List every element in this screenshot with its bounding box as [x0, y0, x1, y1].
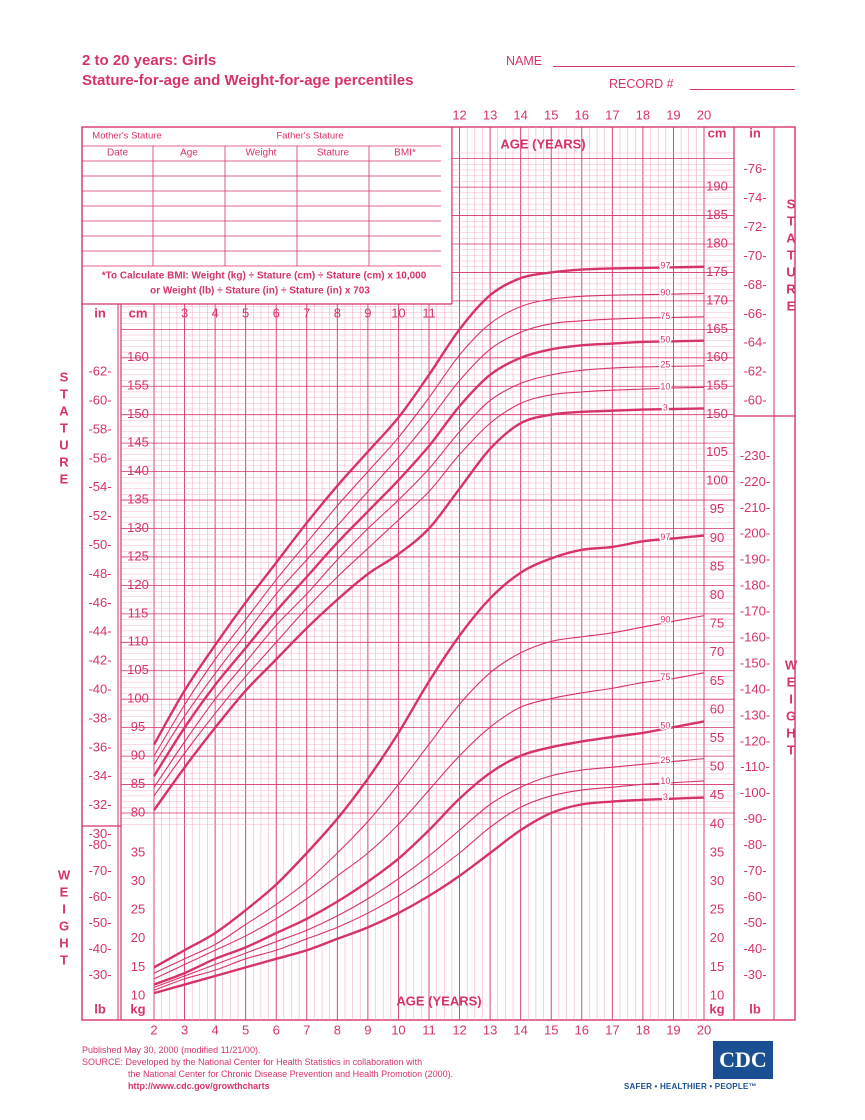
stature-side-label-left: E	[59, 471, 69, 487]
bottom-age-tick: 11	[422, 1022, 436, 1038]
weight-side-label-left: W	[57, 867, 71, 883]
weight-right-lb-tick: -40-	[743, 940, 767, 956]
stature-left-cm-tick: 135	[127, 491, 149, 507]
weight-curve-label-p97: 97	[660, 531, 671, 542]
weight-right-lb-tick: -190-	[739, 551, 771, 567]
weight-right-lb-tick: -170-	[739, 603, 771, 619]
stature-side-label-right: R	[786, 281, 796, 297]
stature-left-in-tick: -38-	[88, 710, 112, 726]
top-age-tick: 12	[452, 107, 467, 123]
stature-right-in-tick: -68-	[743, 276, 767, 292]
weight-left-lb-tick: -70-	[88, 863, 112, 879]
bottom-age-tick: 8	[333, 1022, 341, 1038]
stature-left-in-tick: -58-	[88, 421, 112, 437]
inner-age-tick: 5	[242, 305, 250, 321]
stature-left-cm-tick: 145	[127, 434, 149, 450]
stature-left-in-tick: -56-	[88, 450, 112, 466]
weight-right-lb-tick: -150-	[739, 655, 771, 671]
stature-right-in-tick: -60-	[743, 392, 767, 408]
chart-title-line1: 2 to 20 years: Girls	[82, 52, 217, 69]
stature-side-label-left: S	[59, 369, 69, 385]
inner-age-tick: 3	[180, 305, 189, 321]
stature-left-in-tick: -36-	[88, 739, 112, 755]
weight-right-kg-tick: 45	[709, 787, 725, 803]
weight-right-lb-tick: -140-	[739, 681, 771, 697]
weight-left-lb-tick: -80-	[88, 837, 112, 853]
weight-side-label-left: G	[58, 918, 70, 934]
stature-left-cm-tick: 85	[130, 775, 146, 791]
weight-right-lb-tick: -180-	[739, 577, 771, 593]
weight-right-lb-unit: lb	[749, 1001, 761, 1017]
weight-right-kg-tick: 65	[709, 672, 725, 688]
bottom-age-tick: 12	[452, 1022, 467, 1038]
stature-curve-label-p90: 90	[660, 287, 671, 298]
stature-right-cm-tick: 190	[706, 178, 728, 194]
stature-right-cm-tick: 170	[706, 292, 728, 308]
weight-left-kg-tick: 30	[130, 873, 146, 889]
fathers-stature-label: Father's Stature	[276, 130, 344, 142]
stature-right-cm-tick: 150	[706, 406, 728, 422]
cdc-logo-icon	[713, 1041, 773, 1079]
top-age-tick: 17	[605, 107, 620, 123]
inner-age-tick: 8	[333, 305, 341, 321]
weight-right-lb-tick: -230-	[739, 447, 771, 463]
stature-curve-label-p75: 75	[660, 310, 671, 321]
stature-curve-label-p25: 25	[660, 359, 671, 370]
weight-right-lb-tick: -160-	[739, 629, 771, 645]
stature-right-in-tick: -64-	[743, 334, 767, 350]
top-age-tick: 20	[696, 107, 712, 123]
stature-left-in-tick: -30-	[88, 826, 112, 842]
stature-right-in-tick: -62-	[743, 363, 767, 379]
weight-right-kg-tick: 80	[709, 587, 725, 603]
x-axis-label-bottom: AGE (YEARS)	[396, 993, 482, 1009]
stature-left-cm-tick: 90	[130, 747, 146, 763]
stature-left-cm-tick: 130	[127, 519, 149, 535]
bottom-age-tick: 2	[150, 1022, 158, 1038]
weight-side-label-right: T	[787, 742, 795, 758]
stature-right-in-tick: -76-	[743, 161, 767, 177]
stature-left-in-tick: -46-	[88, 594, 112, 610]
stature-left-cm-tick: 160	[127, 349, 149, 365]
stature-left-in-tick: -52-	[88, 508, 112, 524]
stature-left-cm-unit: cm	[128, 305, 148, 321]
weight-side-label-left: H	[59, 935, 69, 951]
stature-curve-label-p10: 10	[660, 381, 671, 392]
stature-side-label-right: S	[786, 196, 796, 212]
weight-right-lb-tick: -30-	[743, 966, 767, 982]
stature-left-cm-tick: 110	[127, 633, 149, 649]
inner-age-tick: 9	[364, 305, 372, 321]
table-header-0: Date	[106, 147, 129, 159]
stature-right-cm-tick: 185	[706, 206, 728, 222]
weight-right-kg-tick: 85	[709, 558, 725, 574]
stature-curve-label-p97: 97	[660, 260, 671, 271]
stature-curve-label-p50: 50	[660, 334, 671, 345]
weight-curve-label-p3: 3	[662, 792, 668, 803]
bottom-age-tick: 18	[635, 1022, 651, 1038]
weight-right-lb-tick: -130-	[739, 707, 771, 723]
weight-side-label-left: T	[60, 952, 68, 968]
stature-right-cm-tick: 180	[706, 235, 728, 251]
bottom-age-tick: 9	[364, 1022, 372, 1038]
top-age-tick: 19	[666, 107, 681, 123]
bottom-age-tick: 14	[513, 1022, 528, 1038]
stature-side-label-left: U	[59, 437, 69, 453]
weight-left-kg-tick: 25	[130, 901, 146, 917]
table-header-2: Weight	[245, 147, 277, 159]
table-header-4: BMI*	[394, 147, 416, 159]
inner-age-tick: 11	[422, 305, 436, 321]
stature-side-label-right: A	[786, 230, 796, 246]
stature-left-in-tick: -50-	[88, 537, 112, 553]
stature-side-label-right: U	[786, 264, 796, 280]
weight-right-kg-unit: kg	[709, 1001, 725, 1017]
stature-right-cm-unit: cm	[707, 125, 727, 141]
weight-side-label-left: E	[59, 884, 69, 900]
bottom-age-tick: 4	[211, 1022, 219, 1038]
weight-right-kg-tick: 55	[709, 730, 725, 746]
weight-curve-label-p50: 50	[660, 720, 671, 731]
stature-side-label-left: T	[60, 386, 68, 402]
bottom-age-tick: 6	[272, 1022, 280, 1038]
weight-right-lb-tick: -120-	[739, 733, 771, 749]
weight-left-kg-tick: 35	[130, 844, 146, 860]
weight-right-kg-tick: 70	[709, 644, 725, 660]
weight-side-label-right: E	[786, 674, 796, 690]
weight-right-kg-tick: 30	[709, 873, 725, 889]
weight-right-kg-tick: 90	[709, 529, 725, 545]
stature-right-in-tick: -74-	[743, 190, 767, 206]
weight-right-lb-tick: -70-	[743, 863, 767, 879]
stature-left-in-tick: -44-	[88, 623, 112, 639]
stature-right-in-tick: -72-	[743, 219, 767, 235]
weight-right-kg-tick: 50	[709, 758, 725, 774]
weight-right-kg-tick: 20	[709, 930, 725, 946]
stature-right-cm-tick: 165	[706, 320, 728, 336]
weight-right-lb-tick: -100-	[739, 785, 771, 801]
stature-left-in-tick: -62-	[88, 363, 112, 379]
weight-right-lb-tick: -200-	[739, 525, 771, 541]
stature-curve-label-p3: 3	[662, 402, 668, 413]
stature-side-label-right: T	[787, 247, 795, 263]
stature-left-in-tick: -32-	[88, 797, 112, 813]
stature-left-in-tick: -48-	[88, 565, 112, 581]
bottom-age-tick: 17	[605, 1022, 620, 1038]
stature-right-cm-tick: 160	[706, 349, 728, 365]
stature-left-in-tick: -34-	[88, 768, 112, 784]
cdc-logo-text: CDC	[719, 1047, 767, 1072]
weight-right-kg-tick: 75	[709, 615, 725, 631]
bottom-age-tick: 15	[543, 1022, 559, 1038]
weight-right-kg-tick: 15	[709, 958, 725, 974]
name-label: NAME	[506, 54, 543, 68]
weight-left-lb-tick: -60-	[88, 888, 112, 904]
footer-source-2: the National Center for Chronic Disease Prevention and Health Promotion (2000).	[128, 1069, 454, 1079]
weight-right-kg-tick: 35	[709, 844, 725, 860]
inner-age-tick: 7	[303, 305, 311, 321]
weight-left-kg-unit: kg	[130, 1001, 146, 1017]
inner-age-tick: 4	[211, 305, 219, 321]
bottom-age-tick: 3	[180, 1022, 189, 1038]
x-axis-label-top: AGE (YEARS)	[500, 136, 586, 152]
stature-left-in-unit: in	[94, 305, 106, 321]
weight-left-lb-tick: -40-	[88, 940, 112, 956]
weight-side-label-right: W	[784, 657, 798, 673]
weight-side-label-right: H	[786, 725, 796, 741]
record-label: RECORD #	[609, 77, 674, 91]
bottom-age-tick: 19	[666, 1022, 681, 1038]
footer-url-text[interactable]: http://www.cdc.gov/growthcharts	[128, 1081, 270, 1091]
stature-left-cm-tick: 105	[127, 662, 149, 678]
grid	[121, 127, 734, 1020]
weight-left-lb-tick: -30-	[88, 966, 112, 982]
footer-source-1: SOURCE: Developed by the National Center for Health Statistics in collaboration with	[82, 1057, 423, 1067]
stature-side-label-left: A	[59, 403, 69, 419]
weight-curve-label-p25: 25	[660, 754, 671, 765]
top-age-tick: 16	[574, 107, 590, 123]
weight-right-kg-tick: 25	[709, 901, 725, 917]
stature-right-in-tick: -70-	[743, 247, 767, 263]
stature-side-label-left: T	[60, 420, 68, 436]
bottom-age-tick: 7	[303, 1022, 311, 1038]
stature-left-cm-tick: 120	[127, 576, 149, 592]
stature-left-cm-tick: 80	[130, 804, 146, 820]
stature-side-label-right: E	[786, 298, 796, 314]
inner-age-tick: 6	[272, 305, 280, 321]
weight-right-lb-tick: -110-	[740, 759, 770, 775]
stature-right-cm-tick: 155	[706, 377, 728, 393]
bottom-age-tick: 5	[242, 1022, 250, 1038]
stature-right-in-tick: -66-	[743, 305, 767, 321]
table-header-3: Stature	[316, 147, 350, 159]
weight-right-kg-tick: 95	[709, 501, 725, 517]
cdc-tagline: SAFER • HEALTHIER • PEOPLE™	[624, 1082, 757, 1091]
weight-right-kg-tick: 40	[709, 815, 725, 831]
bmi-formula-line1: *To Calculate BMI: Weight (kg) ÷ Stature (cm) ÷ Stature (cm) x 10,000	[101, 270, 427, 282]
bottom-age-tick: 13	[482, 1022, 498, 1038]
stature-left-cm-tick: 95	[130, 719, 146, 735]
top-age-tick: 18	[635, 107, 651, 123]
weight-right-kg-tick: 100	[706, 472, 728, 488]
stature-right-in-unit: in	[749, 125, 761, 141]
stature-left-cm-tick: 125	[127, 548, 149, 564]
weight-right-kg-tick: 10	[709, 987, 725, 1003]
weight-left-lb-tick: -50-	[88, 914, 112, 930]
bottom-age-tick: 20	[696, 1022, 712, 1038]
top-age-tick: 14	[513, 107, 528, 123]
weight-right-lb-tick: -50-	[743, 914, 767, 930]
top-age-tick: 15	[543, 107, 559, 123]
weight-right-lb-tick: -210-	[739, 499, 771, 515]
weight-right-lb-tick: -90-	[743, 811, 767, 827]
stature-right-cm-tick: 175	[706, 263, 728, 279]
weight-right-kg-tick: 60	[709, 701, 725, 717]
inner-age-tick: 10	[391, 305, 406, 321]
weight-left-kg-tick: 15	[130, 958, 146, 974]
weight-left-kg-tick: 20	[130, 930, 146, 946]
stature-left-cm-tick: 140	[127, 463, 149, 479]
weight-left-lb-unit: lb	[94, 1001, 106, 1017]
stature-left-in-tick: -54-	[88, 479, 112, 495]
weight-right-kg-tick: 105	[706, 444, 728, 460]
stature-left-in-tick: -60-	[88, 392, 112, 408]
stature-left-cm-tick: 115	[127, 605, 149, 621]
stature-side-label-right: T	[787, 213, 795, 229]
weight-left-kg-tick: 10	[130, 987, 146, 1003]
stature-left-in-tick: -42-	[88, 652, 112, 668]
weight-curve-label-p90: 90	[660, 614, 671, 625]
stature-left-in-tick: -40-	[88, 681, 112, 697]
weight-side-label-right: G	[785, 708, 797, 724]
weight-curve-label-p75: 75	[660, 671, 671, 682]
weight-side-label-left: I	[62, 901, 66, 917]
stature-left-cm-tick: 100	[127, 690, 149, 706]
footer-url[interactable]	[128, 1081, 270, 1093]
footer-published: Published May 30, 2000 (modified 11/21/00).	[82, 1045, 261, 1055]
stature-left-cm-tick: 150	[127, 406, 149, 422]
top-age-tick: 13	[482, 107, 498, 123]
stature-side-label-left: R	[59, 454, 69, 470]
stature-left-cm-tick: 155	[127, 377, 149, 393]
weight-side-label-right: I	[789, 691, 793, 707]
mothers-stature-label: Mother's Stature	[92, 130, 162, 142]
bottom-age-tick: 10	[391, 1022, 406, 1038]
table-header-1: Age	[180, 147, 198, 159]
bottom-age-tick: 16	[574, 1022, 590, 1038]
weight-right-lb-tick: -60-	[743, 888, 767, 904]
weight-right-lb-tick: -80-	[743, 837, 767, 853]
bmi-formula-line2: or Weight (lb) ÷ Stature (in) ÷ Stature (in) x 703	[150, 285, 370, 297]
weight-right-lb-tick: -220-	[739, 473, 771, 489]
record-table	[82, 146, 441, 266]
chart-title-line2: Stature-for-age and Weight-for-age percentiles	[82, 72, 414, 89]
weight-curve-label-p10: 10	[660, 776, 671, 787]
